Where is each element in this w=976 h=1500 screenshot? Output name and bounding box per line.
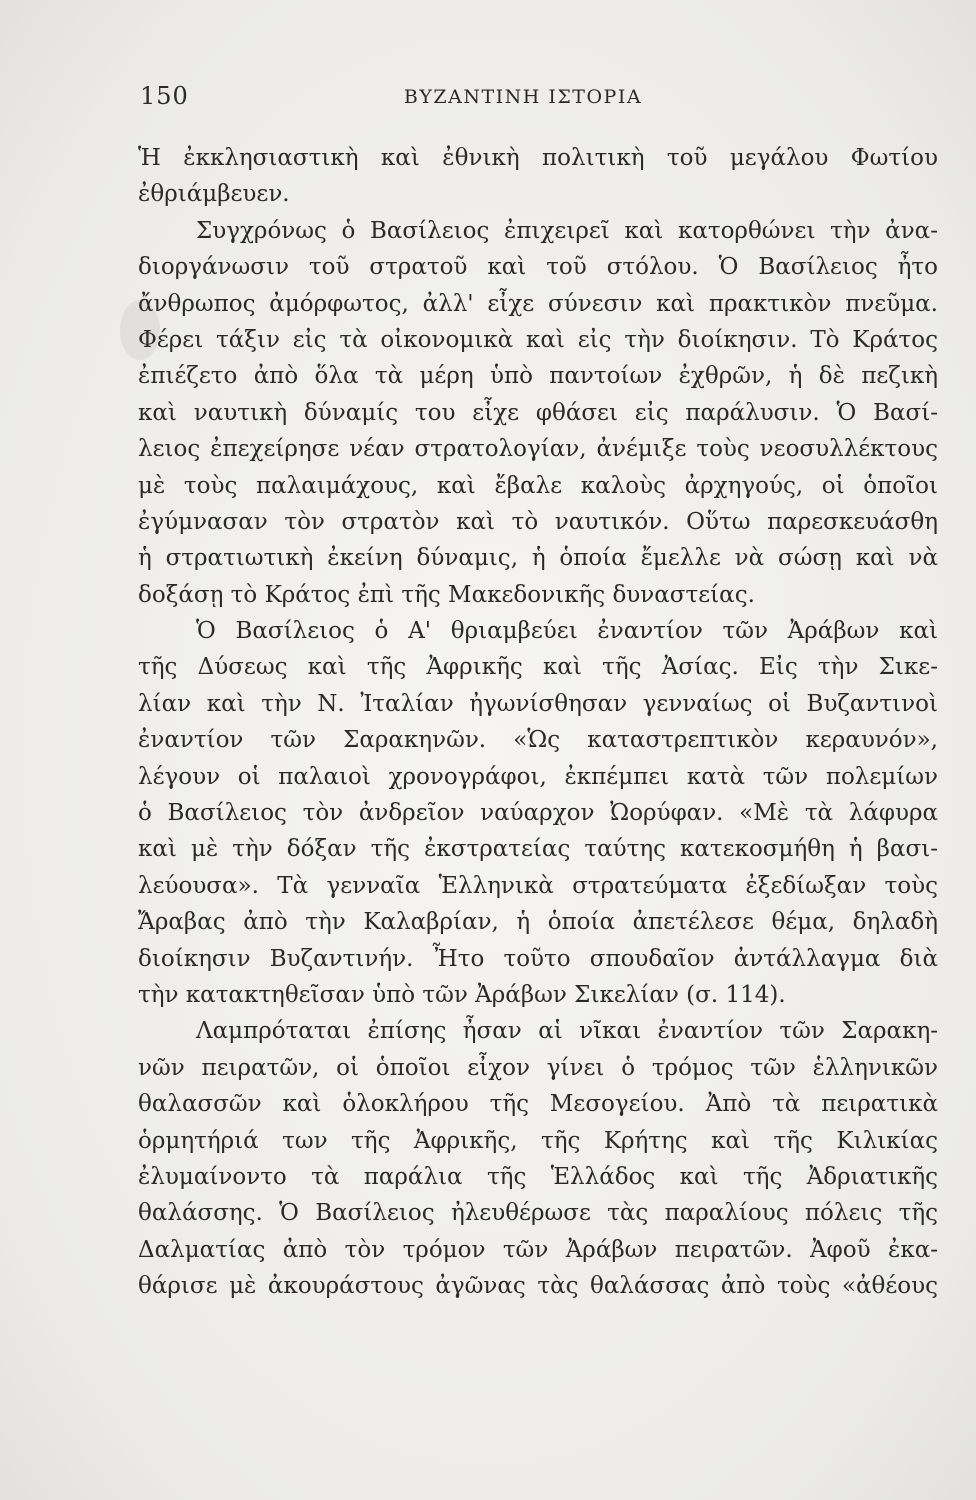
running-head: ΒΥΖΑΝΤΙΝΗ ΙΣΤΟΡΙΑ (403, 86, 643, 108)
text-line: ὁρμητήριά των τῆς Ἀφρικῆς, τῆς Κρήτης καὶ τῆς Κιλικίας (138, 1127, 938, 1154)
text-line: νῶν πειρατῶν, οἱ ὁποῖοι εἶχον γίνει ὁ τρόμος τῶν ἑλληνικῶν (138, 1054, 938, 1081)
page-header (140, 82, 906, 122)
body-text (138, 140, 938, 1305)
text-line: ἐναντίον τῶν Σαρακηνῶν. «Ὡς καταστρεπτικὸν κεραυνόν», (138, 727, 938, 754)
text-line: λίαν καὶ τὴν Ν. Ἰταλίαν ἠγωνίσθησαν γενναίως οἱ Βυζαντινοὶ (138, 690, 938, 717)
text-line: ἐγύμνασαν τὸν στρατὸν καὶ τὸ ναυτικόν. Οὕτω παρεσκευάσθη (138, 508, 938, 535)
text-line: καὶ μὲ τὴν δόξαν τῆς ἐκστρατείας ταύτης κατεκοσμήθη ἡ βασι- (138, 836, 938, 863)
text-line: δοξάσῃ τὸ Κράτος ἐπὶ τῆς Μακεδονικῆς δυναστείας. (138, 581, 755, 608)
text-line: Φέρει τάξιν εἰς τὰ οἰκονομικὰ καὶ εἰς τὴν διοίκησιν. Τὸ Κράτος (138, 326, 938, 353)
text-line: διοργάνωσιν τοῦ στρατοῦ καὶ τοῦ στόλου. Ὁ Βασίλειος ἦτο (138, 254, 938, 281)
text-line: Δαλματίας ἀπὸ τὸν τρόμον τῶν Ἀράβων πειρατῶν. Ἀφοῦ ἐκα- (138, 1236, 938, 1263)
text-line: λέγουν οἱ παλαιοὶ χρονογράφοι, ἐκπέμπει κατὰ τῶν πολεμίων (138, 763, 938, 790)
text-line: καὶ ναυτικὴ δύναμίς του εἶχε φθάσει εἰς παράλυσιν. Ὁ Βασί- (138, 399, 938, 426)
text-line: τὴν κατακτηθεῖσαν ὑπὸ τῶν Ἀράβων Σικελίαν (σ. 114). (138, 981, 786, 1008)
text-line: θάρισε μὲ ἀκουράστους ἀγῶνας τὰς θαλάσσας ἀπὸ τοὺς «ἀθέους (138, 1273, 938, 1300)
text-line: θαλασσῶν καὶ ὁλοκλήρου τῆς Μεσογείου. Ἀπὸ τὰ πειρατικὰ (138, 1091, 938, 1118)
text-line: λεύουσα». Τὰ γενναῖα Ἑλληνικὰ στρατεύματα ἐξεδίωξαν τοὺς (138, 872, 938, 899)
text-line: τῆς Δύσεως καὶ τῆς Ἀφρικῆς καὶ τῆς Ἀσίας. Εἰς τὴν Σικε- (138, 654, 938, 681)
text-line: μὲ τοὺς παλαιμάχους, καὶ ἔβαλε καλοὺς ἀρχηγούς, οἱ ὁποῖοι (138, 472, 938, 499)
text-line: θαλάσσης. Ὁ Βασίλειος ἠλευθέρωσε τὰς παραλίους πόλεις τῆς (138, 1200, 938, 1227)
text-line: ἐθριάμβευεν. (138, 181, 290, 208)
text-line: Συγχρόνως ὁ Βασίλειος ἐπιχειρεῖ καὶ κατορθώνει τὴν ἀνα- (196, 217, 938, 244)
text-line: ὁ Βασίλειος τὸν ἀνδρεῖον ναύαρχον Ὠορύφαν. «Μὲ τὰ λάφυρα (138, 800, 938, 827)
text-line: ἡ στρατιωτικὴ ἐκείνη δύναμις, ἡ ὁποία ἔμελλε νὰ σώσῃ καὶ νὰ (138, 545, 938, 572)
text-line: Ὁ Βασίλειος ὁ Α' θριαμβεύει ἐναντίον τῶν Ἀράβων καὶ (196, 618, 938, 645)
text-line: Λαμπρόταται ἐπίσης ἦσαν αἱ νῖκαι ἐναντίον τῶν Σαρακη- (196, 1018, 938, 1045)
text-line: διοίκησιν Βυζαντινήν. Ἦτο τοῦτο σπουδαῖον ἀντάλλαγμα διὰ (138, 945, 938, 972)
text-line: ἐπιέζετο ἀπὸ ὅλα τὰ μέρη ὑπὸ παντοίων ἐχθρῶν, ἡ δὲ πεζικὴ (138, 363, 938, 390)
text-line: λειος ἐπεχείρησε νέαν στρατολογίαν, ἀνέμιξε τοὺς νεοσυλλέκτους (138, 436, 938, 463)
text-line: Ἡ ἐκκλησιαστικὴ καὶ ἐθνικὴ πολιτικὴ τοῦ μεγάλου Φωτίου (138, 145, 938, 171)
page-number: 150 (140, 82, 189, 110)
text-line: ἐλυμαίνοντο τὰ παράλια τῆς Ἑλλάδος καὶ τῆς Ἀδριατικῆς (138, 1163, 938, 1190)
text-line: Ἄραβας ἀπὸ τὴν Καλαβρίαν, ἡ ὁποία ἀπετέλεσε θέμα, δηλαδὴ (138, 909, 938, 936)
text-line: ἄνθρωπος ἀμόρφωτος, ἀλλ' εἶχε σύνεσιν καὶ πρακτικὸν πνεῦμα. (138, 290, 938, 317)
